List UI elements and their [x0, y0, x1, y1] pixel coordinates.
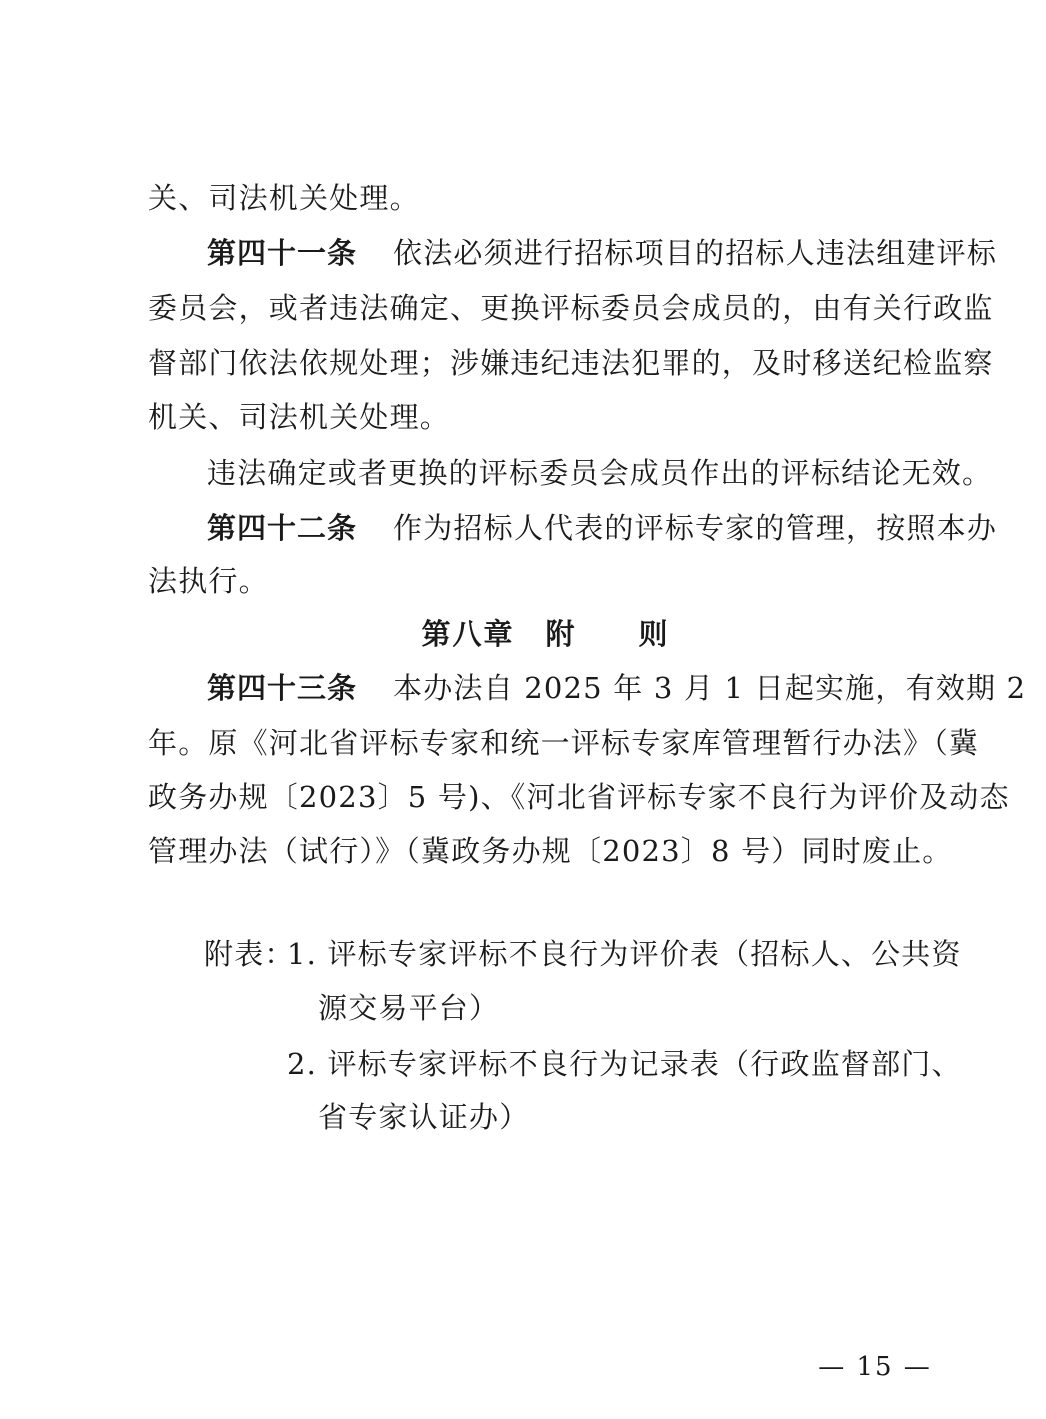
article-43-line-1 — [207, 668, 1027, 708]
attachments-label: 附表： — [204, 937, 295, 971]
attachment-item-2-number: 2. — [287, 1047, 318, 1081]
attachment-item-1-line-2: 源交易平台） — [318, 991, 500, 1025]
article-41-line-1 — [207, 233, 998, 273]
paragraph-line: 关、司法机关处理。 — [148, 181, 420, 215]
article-42-text-1: 作为招标人代表的评标专家的管理，按照本办 — [393, 511, 998, 545]
article-41-paragraph-2: 违法确定或者更换的评标委员会成员作出的评标结论无效。 — [207, 456, 993, 490]
article-43-text-1: 本办法自 2025 年 3 月 1 日起实施，有效期 2 — [393, 671, 1027, 705]
article-41-line-3: 督部门依法依规处理；涉嫌违纪违法犯罪的，及时移送纪检监察 — [148, 346, 994, 380]
article-43-line-3: 政务办规〔2023〕5 号)、《河北省评标专家不良行为评价及动态 — [148, 780, 1010, 814]
article-41-line-2: 委员会，或者违法确定、更换评标委员会成员的，由有关行政监 — [148, 291, 994, 325]
article-42-line-1 — [207, 508, 998, 548]
attachment-item-1-number: 1. — [287, 937, 318, 971]
attachment-item-2-line-2: 省专家认证办） — [318, 1100, 530, 1134]
article-41-text-1: 依法必须进行招标项目的招标人违法组建评标 — [393, 236, 998, 270]
chapter-heading: 第八章 附 则 — [421, 617, 670, 651]
article-42-title: 第四十二条 — [207, 511, 358, 545]
attachment-item-1-line-1 — [287, 934, 962, 974]
article-43-title: 第四十三条 — [207, 671, 358, 705]
page-number: — 15 — — [818, 1352, 932, 1382]
article-43-line-4: 管理办法（试行）》（冀政务办规〔2023〕8 号）同时废止。 — [148, 834, 953, 868]
article-41-line-4: 机关、司法机关处理。 — [148, 400, 451, 434]
attachment-item-1-text: 评标专家评标不良行为评价表（招标人、公共资 — [327, 937, 962, 971]
article-42-line-2: 法执行。 — [148, 564, 269, 598]
attachment-item-2-line-1 — [287, 1044, 962, 1084]
attachment-item-2-text: 评标专家评标不良行为记录表（行政监督部门、 — [327, 1047, 962, 1081]
article-43-line-2: 年。原《河北省评标专家和统一评标专家库管理暂行办法》（冀 — [148, 726, 980, 760]
article-41-title: 第四十一条 — [207, 236, 358, 270]
